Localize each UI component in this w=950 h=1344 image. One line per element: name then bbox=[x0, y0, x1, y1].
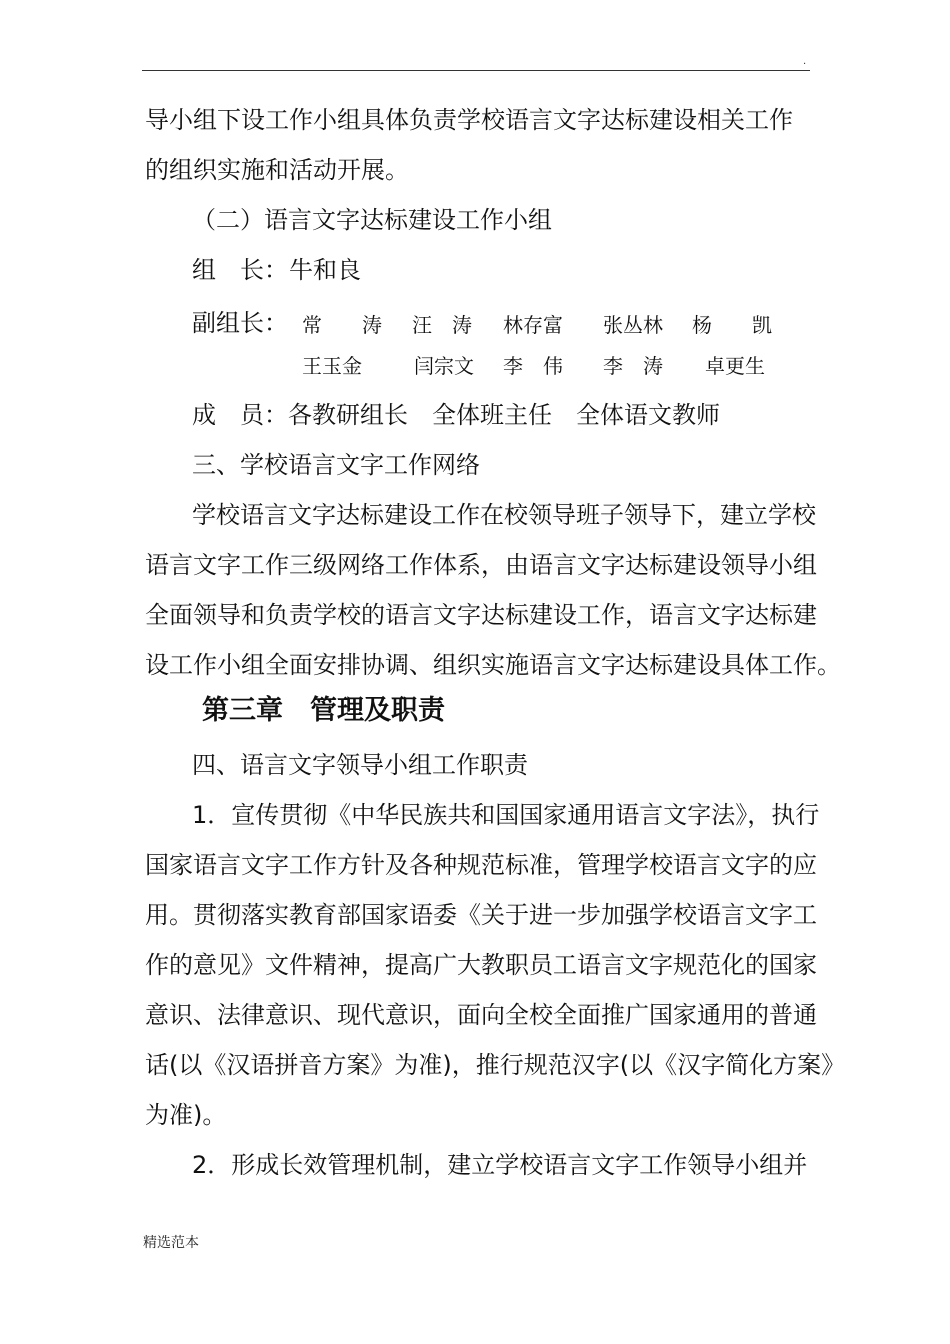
leader-label: 组 长： bbox=[192, 256, 288, 284]
deputy-name: 汪 涛 bbox=[412, 313, 472, 337]
paragraph-line: 导小组下设工作小组具体负责学校语言文字达标建设相关工作 bbox=[145, 106, 793, 134]
paragraph-line: 设工作小组全面安排协调、组织实施语言文字达标建设具体工作。 bbox=[145, 651, 841, 679]
deputy-name: 常 涛 bbox=[302, 313, 382, 337]
chapter-heading: 第三章 管理及职责 bbox=[202, 695, 445, 726]
deputy-name: 张丛林 bbox=[603, 313, 663, 337]
subsection-heading: （二）语言文字达标建设工作小组 bbox=[192, 206, 552, 234]
paragraph-line: 学校语言文字达标建设工作在校领导班子领导下，建立学校 bbox=[192, 501, 816, 529]
deputy-name: 闫宗文 bbox=[414, 354, 474, 378]
members-line: 成 员：各教研组长 全体班主任 全体语文教师 bbox=[192, 401, 720, 429]
paragraph-line: 意识、法律意识、现代意识，面向全校全面推广国家通用的普通 bbox=[145, 1001, 817, 1029]
paragraph-line: 语言文字工作三级网络工作体系，由语言文字达标建设领导小组 bbox=[145, 551, 817, 579]
deputy-label: 副组长： bbox=[192, 309, 288, 337]
paragraph-line: 全面领导和负责学校的语言文字达标建设工作，语言文字达标建 bbox=[145, 601, 817, 629]
header-mark: . bbox=[803, 56, 807, 67]
header-rule bbox=[142, 70, 810, 71]
paragraph-line: 1．宣传贯彻《中华民族共和国国家通用语言文字法》，执行 bbox=[192, 801, 820, 829]
paragraph-line: 国家语言文字工作方针及各种规范标准，管理学校语言文字的应 bbox=[145, 851, 817, 879]
deputy-name: 李 涛 bbox=[603, 354, 663, 378]
paragraph-line: 用。贯彻落实教育部国家语委《关于进一步加强学校语言文字工 bbox=[145, 901, 817, 929]
section-heading: 四、语言文字领导小组工作职责 bbox=[192, 751, 528, 779]
deputy-name: 王玉金 bbox=[302, 354, 362, 378]
paragraph-line: 2．形成长效管理机制，建立学校语言文字工作领导小组并 bbox=[192, 1151, 808, 1179]
deputy-name: 卓更生 bbox=[705, 354, 765, 378]
leader-name: 牛和良 bbox=[289, 256, 361, 284]
deputy-name: 林存富 bbox=[503, 313, 563, 337]
deputy-name: 李 伟 bbox=[503, 354, 563, 378]
deputy-name: 杨 凯 bbox=[692, 313, 772, 337]
section-heading: 三、学校语言文字工作网络 bbox=[192, 451, 480, 479]
footer-label: 精选范本 bbox=[143, 1235, 199, 1251]
paragraph-line: 话(以《汉语拼音方案》为准)，推行规范汉字(以《汉字简化方案》 bbox=[145, 1051, 846, 1079]
paragraph-line: 为准)。 bbox=[145, 1101, 227, 1129]
paragraph-line: 作的意见》文件精神，提高广大教职员工语言文字规范化的国家 bbox=[145, 951, 817, 979]
paragraph-line: 的组织实施和活动开展。 bbox=[145, 156, 409, 184]
